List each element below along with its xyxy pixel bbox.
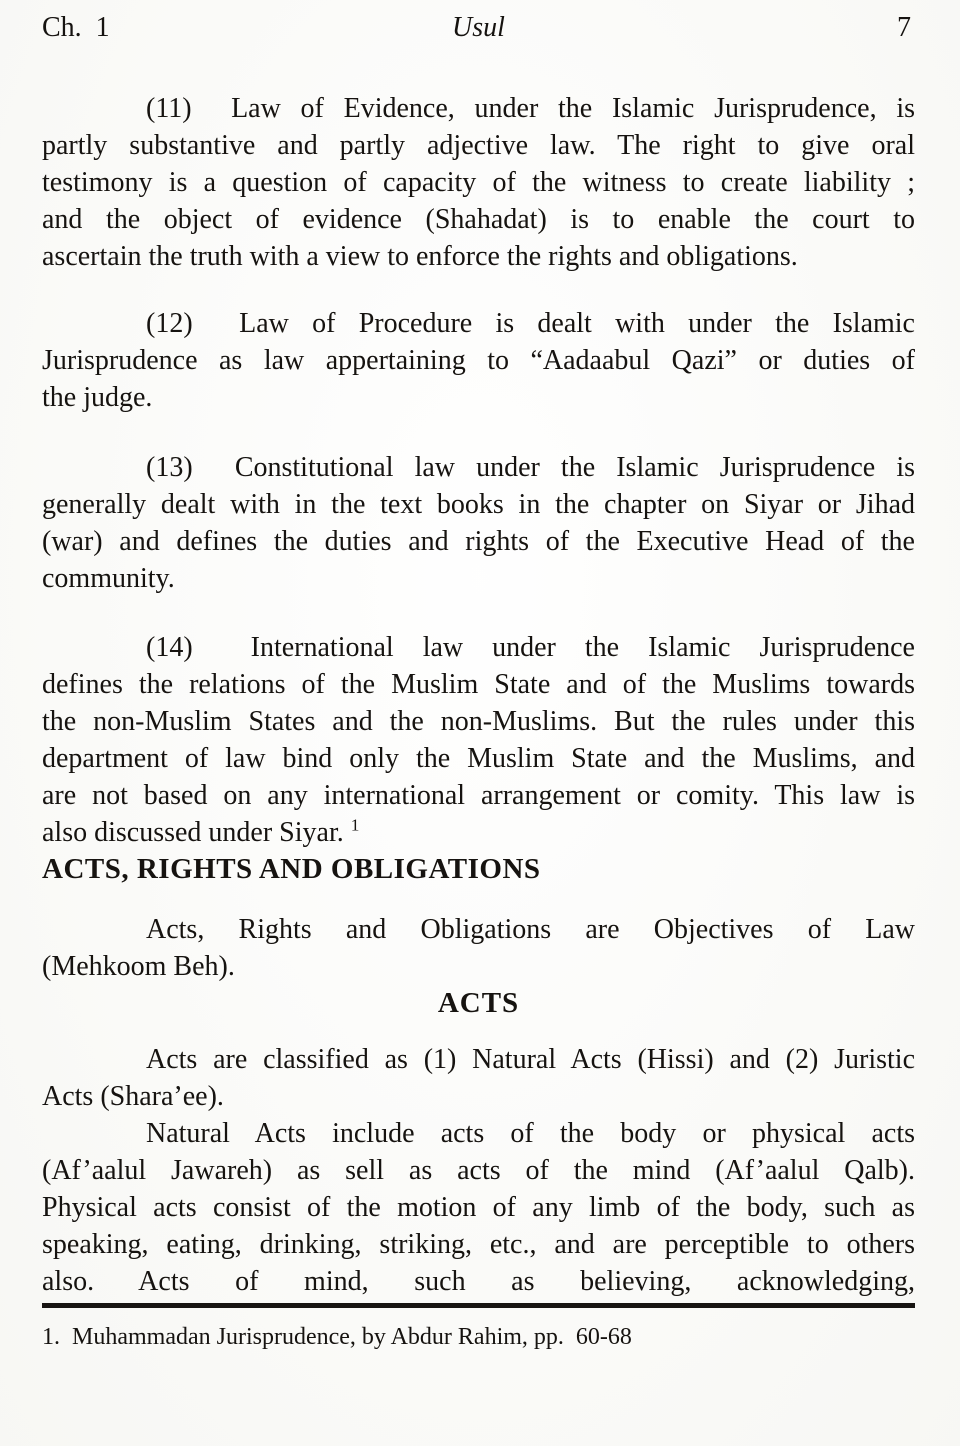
text-line: (Af’aalul Jawareh) as sell as acts of the mind (Af’aalul Qalb).: [42, 1155, 915, 1186]
text-line: [42, 814, 915, 851]
text-line: and the object of evidence (Shahadat) is to enable the court to: [42, 204, 915, 235]
paragraph-acts-classification: [42, 1041, 915, 1115]
footnote-divider: [42, 1303, 915, 1308]
text-line: ascertain the truth with a view to enforce the rights and obligations.: [42, 241, 798, 272]
paragraph-natural-acts: [42, 1115, 915, 1300]
text-line: defines the relations of the Muslim State and of the Muslims towards: [42, 669, 915, 700]
paragraph-12: [42, 305, 915, 416]
text-line: Acts are classified as (1) Natural Acts (Hissi) and (2) Juristic: [146, 1044, 915, 1075]
text-line: (14) International law under the Islamic Jurisprudence: [146, 632, 915, 663]
text-line: community.: [42, 563, 175, 594]
text-line: Physical acts consist of the motion of any limb of the body, such as: [42, 1192, 915, 1223]
running-title: Usul: [452, 12, 505, 43]
text-line: testimony is a question of capacity of the witness to create liability ;: [42, 167, 915, 198]
text-line: partly substantive and partly adjective law. The right to give oral: [42, 130, 915, 161]
paragraph-acts-rights-objectives: [42, 911, 915, 985]
text-line: department of law bind only the Muslim State and the Muslims, and: [42, 743, 915, 774]
page-header: [42, 10, 915, 48]
text-line: (13) Constitutional law under the Islamic Jurisprudence is: [146, 452, 915, 483]
text-line: Natural Acts include acts of the body or physical acts: [146, 1118, 915, 1149]
text-line: Acts, Rights and Obligations are Objectives of Law: [146, 914, 915, 945]
text-line: (11) Law of Evidence, under the Islamic Jurisprudence, is: [146, 93, 915, 124]
text-line: speaking, eating, drinking, striking, etc., and are perceptible to others: [42, 1229, 915, 1260]
footnote-reference: 1: [350, 815, 360, 835]
text-line: are not based on any international arrangement or comity. This law is: [42, 780, 915, 811]
section-heading-acts: ACTS: [437, 987, 520, 1019]
paragraph-14: [42, 629, 915, 851]
footnote: 1. Muhammadan Jurisprudence, by Abdur Rahim, pp. 60-68: [42, 1324, 632, 1350]
text-line: Jurisprudence as law appertaining to “Aadaabul Qazi” or duties of: [42, 345, 915, 376]
text-line: also. Acts of mind, such as believing, acknowledging,: [42, 1266, 915, 1297]
text-line: the judge.: [42, 382, 153, 413]
text-run: also discussed under Siyar.: [42, 817, 351, 848]
page-number: 7: [897, 12, 911, 43]
text-line: (war) and defines the duties and rights of the Executive Head of the: [42, 526, 915, 557]
text-line: (12) Law of Procedure is dealt with under the Islamic: [146, 308, 915, 339]
paragraph-11: [42, 90, 915, 275]
paragraph-13: [42, 449, 915, 597]
text-line: (Mehkoom Beh).: [42, 951, 235, 982]
text-line: Acts (Shara’ee).: [42, 1081, 224, 1112]
chapter-label: Ch. 1: [42, 12, 110, 43]
section-heading-acts-rights-obligations: ACTS, RIGHTS AND OBLIGATIONS: [42, 853, 541, 885]
text-line: generally dealt with in the text books in the chapter on Siyar or Jihad: [42, 489, 915, 520]
text-line: the non-Muslim States and the non-Muslims. But the rules under this: [42, 706, 915, 737]
